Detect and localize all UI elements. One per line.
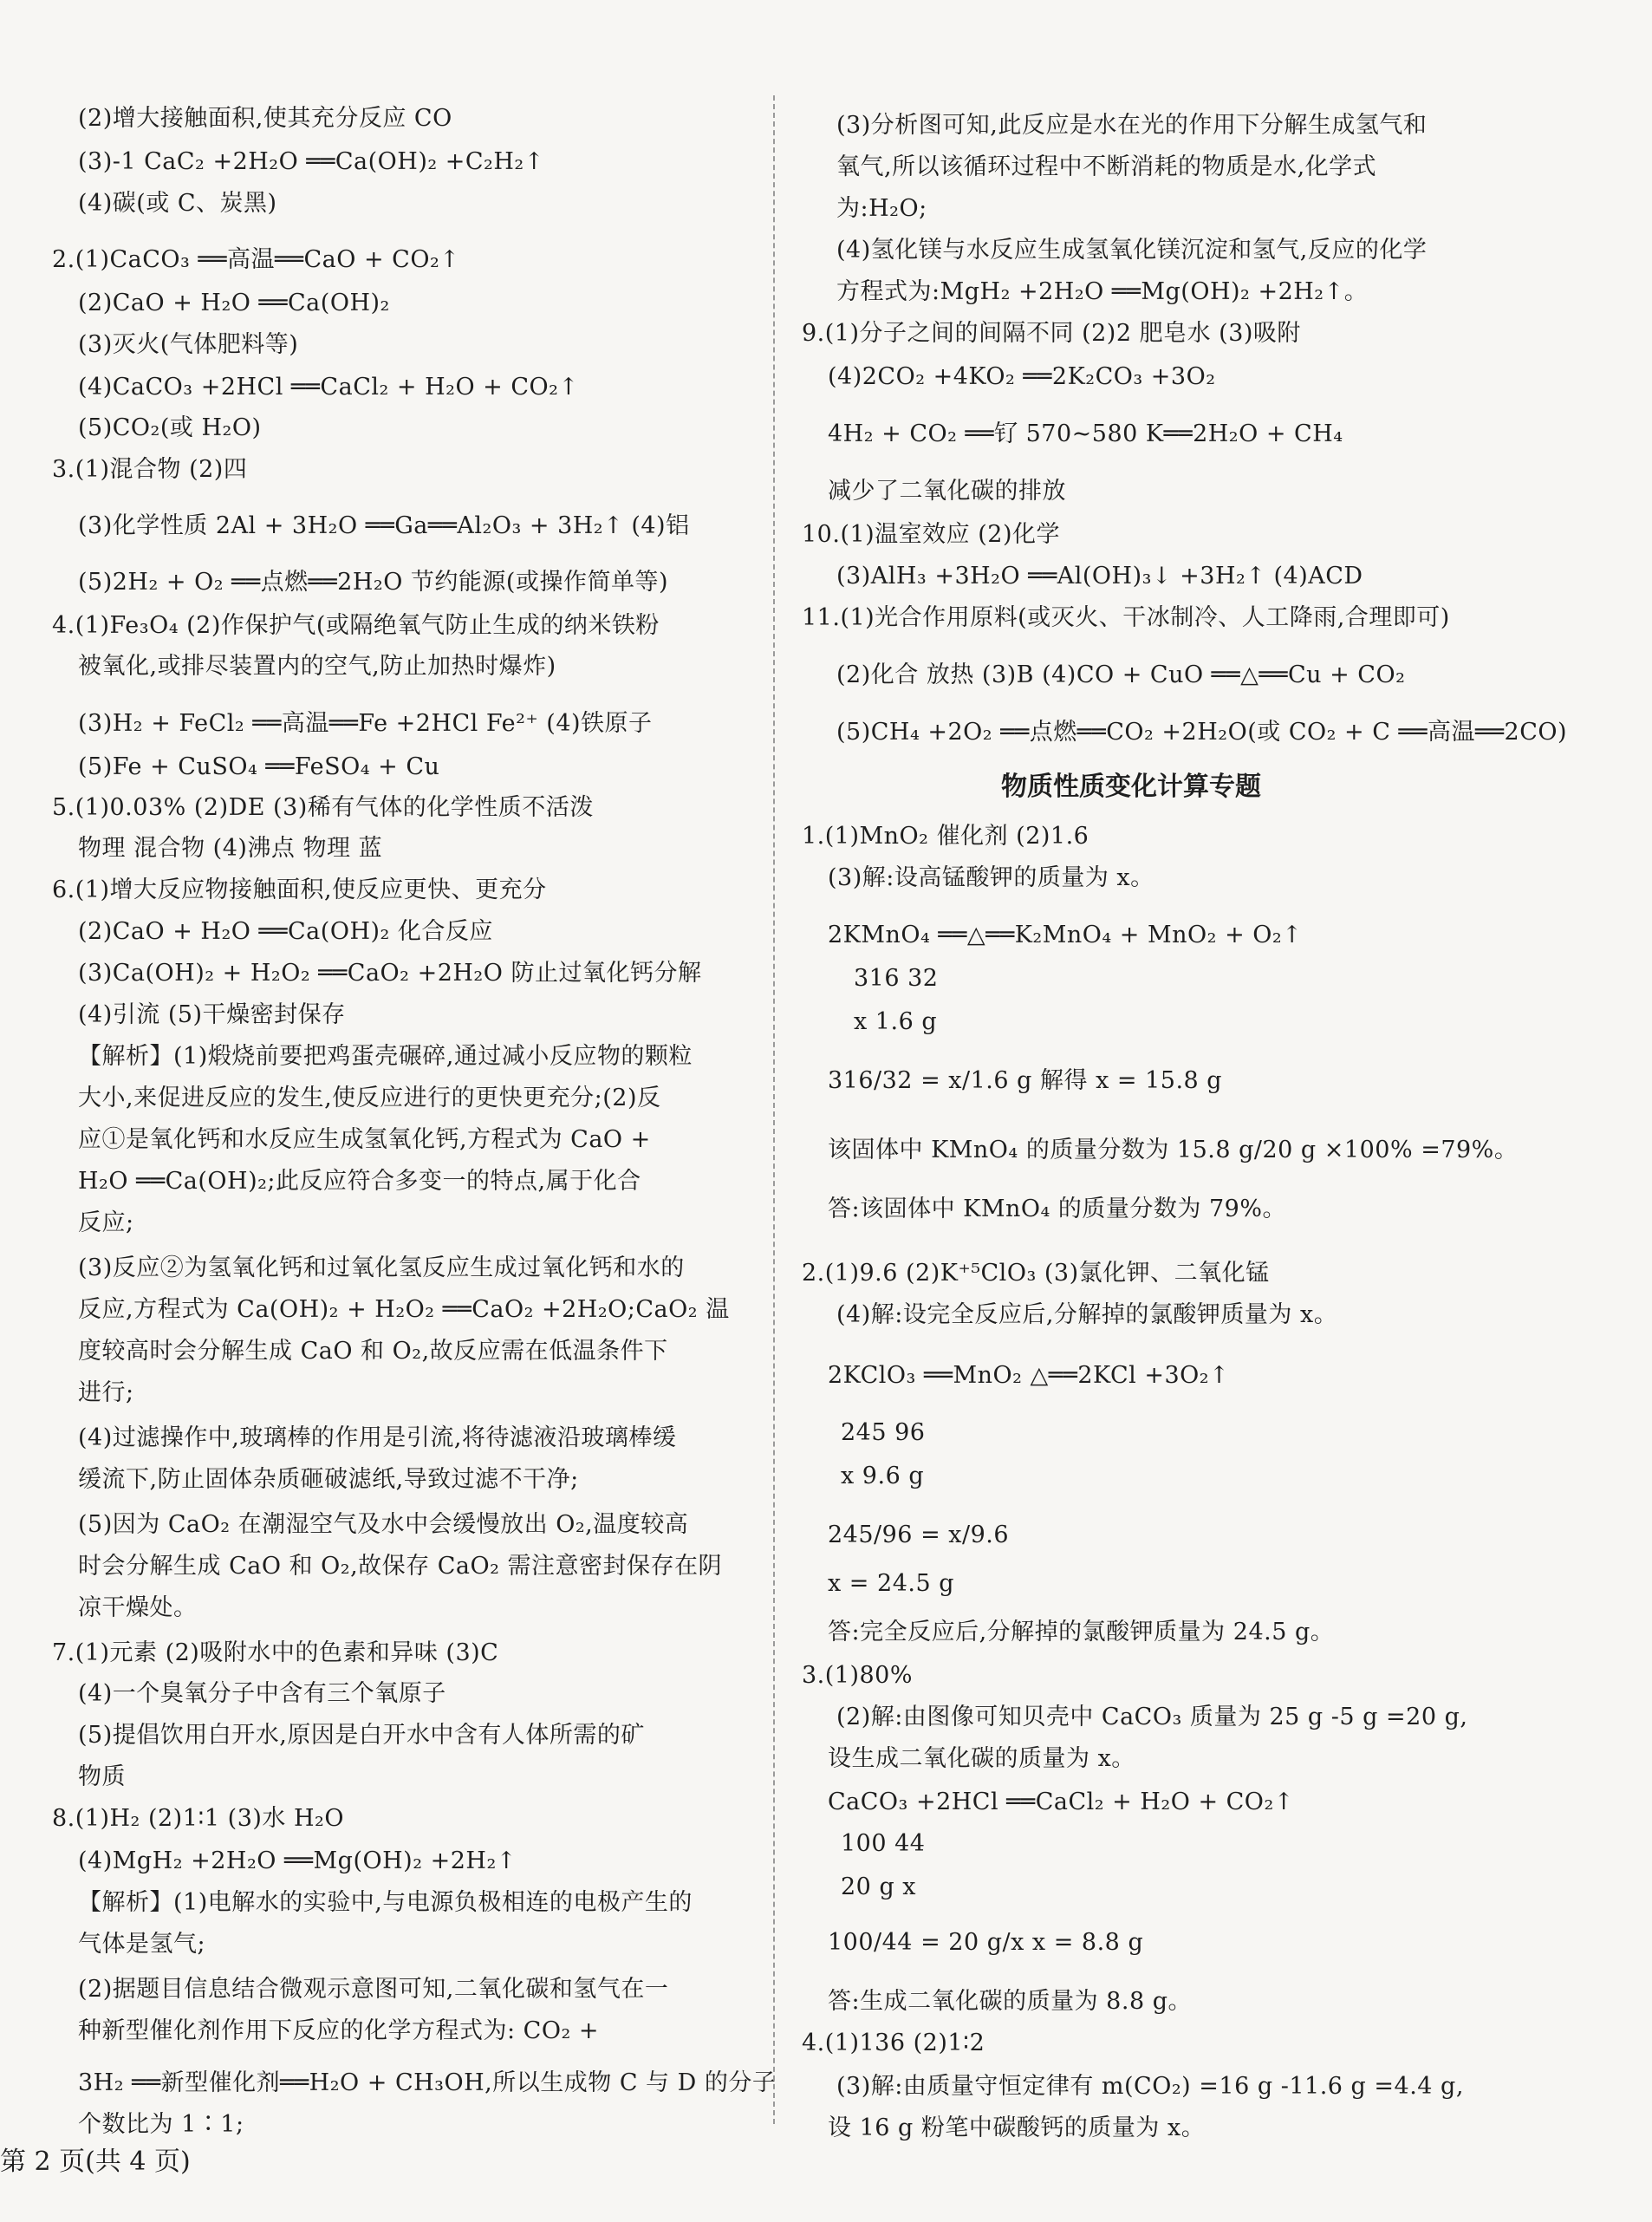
right-text-line: 答:完全反应后,分解掉的氯酸钾质量为 24.5 g。 <box>828 1619 1335 1645</box>
right-text-line: 20 g x <box>841 1873 917 1900</box>
right-text-line: 245/96 = x/9.6 <box>828 1522 1010 1548</box>
right-text-line: (3)解:由质量守恒定律有 m(CO₂) =16 g -11.6 g =4.4 g, <box>836 2073 1464 2100</box>
right-text-line: (3)解:设高锰酸钾的质量为 x。 <box>828 864 1154 891</box>
left-text-line: (4)引流 (5)干燥密封保存 <box>78 1001 346 1028</box>
right-text-line: 10.(1)温室效应 (2)化学 <box>802 521 1061 548</box>
right-text-line: 100/44 = 20 g/x x = 8.8 g <box>828 1929 1144 1956</box>
left-text-line: 3.(1)混合物 (2)四 <box>52 456 248 483</box>
left-text-line: 5.(1)0.03% (2)DE (3)稀有气体的化学性质不活泼 <box>52 794 594 821</box>
right-text-line: 3.(1)80% <box>802 1662 914 1689</box>
right-text-line: x = 24.5 g <box>828 1570 954 1597</box>
left-text-line: 被氧化,或排尽装置内的空气,防止加热时爆炸) <box>78 653 556 680</box>
left-text-line: (4)MgH₂ +2H₂O ══Mg(OH)₂ +2H₂↑ <box>78 1847 517 1874</box>
left-text-line: 【解析】(1)电解水的实验中,与电源负极相连的电极产生的 <box>78 1889 693 1916</box>
section-heading: 物质性质变化计算专题 <box>1001 772 1261 802</box>
left-text-line: (2)CaO + H₂O ══Ca(OH)₂ <box>78 290 390 316</box>
right-text-line: 2KClO₃ ══MnO₂ △══2KCl +3O₂↑ <box>828 1362 1230 1389</box>
left-text-line: (5)CO₂(或 H₂O) <box>78 414 262 441</box>
left-text-line: (2)增大接触面积,使其充分反应 CO <box>78 105 452 132</box>
left-text-line: 个数比为 1∶1; <box>78 2111 244 2138</box>
left-text-line: (3)反应②为氢氧化钙和过氧化氢反应生成过氧化钙和水的 <box>78 1254 685 1281</box>
left-text-line: 种新型催化剂作用下反应的化学方程式为: CO₂ + <box>78 2017 600 2044</box>
right-text-line: 316/32 = x/1.6 g 解得 x = 15.8 g <box>828 1067 1223 1094</box>
right-text-line: (3)分析图可知,此反应是水在光的作用下分解生成氢气和 <box>836 112 1428 139</box>
left-text-line: 2.(1)CaCO₃ ══高温══CaO + CO₂↑ <box>52 246 460 273</box>
left-text-line: 4.(1)Fe₃O₄ (2)作保护气(或隔绝氧气防止生成的纳米铁粉 <box>52 612 660 639</box>
right-text-line: x 1.6 g <box>854 1008 938 1035</box>
left-text-line: 7.(1)元素 (2)吸附水中的色素和异味 (3)C <box>52 1639 499 1666</box>
left-text-line: 度较高时会分解生成 CaO 和 O₂,故反应需在低温条件下 <box>78 1338 668 1365</box>
column-divider <box>773 95 775 2124</box>
left-text-line: 6.(1)增大反应物接触面积,使反应更快、更充分 <box>52 876 547 903</box>
left-text-line: 大小,来促进反应的发生,使反应进行的更快更充分;(2)反 <box>78 1085 661 1111</box>
right-text-line: (3)AlH₃ +3H₂O ══Al(OH)₃↓ +3H₂↑ (4)ACD <box>836 563 1363 590</box>
right-text-line: (2)化合 放热 (3)B (4)CO + CuO ══△══Cu + CO₂ <box>836 661 1406 688</box>
left-text-line: 凉干燥处。 <box>78 1594 198 1621</box>
left-text-line: H₂O ══Ca(OH)₂;此反应符合多变一的特点,属于化合 <box>78 1168 641 1195</box>
left-text-line: 【解析】(1)煅烧前要把鸡蛋壳碾碎,通过减小反应物的颗粒 <box>78 1043 693 1070</box>
right-text-line: 设生成二氧化碳的质量为 x。 <box>828 1745 1135 1772</box>
right-text-line: 答:生成二氧化碳的质量为 8.8 g。 <box>828 1988 1192 2015</box>
right-text-line: 316 32 <box>854 965 939 992</box>
left-text-line: (3)H₂ + FeCl₂ ══高温══Fe +2HCl Fe²⁺ (4)铁原子 <box>78 710 653 737</box>
right-text-line: 该固体中 KMnO₄ 的质量分数为 15.8 g/20 g ×100% =79%。 <box>828 1137 1519 1163</box>
left-text-line: 气体是氢气; <box>78 1931 206 1958</box>
right-text-line: 为:H₂O; <box>836 195 927 222</box>
left-text-line: (5)因为 CaO₂ 在潮湿空气及水中会缓慢放出 O₂,温度较高 <box>78 1511 689 1538</box>
left-text-line: 物理 混合物 (4)沸点 物理 蓝 <box>78 835 383 862</box>
left-text-line: 反应,方程式为 Ca(OH)₂ + H₂O₂ ══CaO₂ +2H₂O;CaO₂ 温 <box>78 1296 730 1323</box>
right-text-line: 245 96 <box>841 1419 926 1446</box>
left-text-line: (4)碳(或 C、炭黑) <box>78 190 277 217</box>
left-text-line: 物质 <box>78 1763 126 1790</box>
left-text-line: (3)Ca(OH)₂ + H₂O₂ ══CaO₂ +2H₂O 防止过氧化钙分解 <box>78 960 702 987</box>
left-text-line: (3)-1 CaC₂ +2H₂O ══Ca(OH)₂ +C₂H₂↑ <box>78 148 544 175</box>
right-text-line: (4)解:设完全反应后,分解掉的氯酸钾质量为 x。 <box>836 1301 1338 1328</box>
left-text-line: (2)CaO + H₂O ══Ca(OH)₂ 化合反应 <box>78 918 493 945</box>
right-text-line: 4H₂ + CO₂ ══钌 570~580 K══2H₂O + CH₄ <box>828 420 1343 447</box>
left-text-line: (3)灭火(气体肥料等) <box>78 331 299 358</box>
left-text-line: 应①是氧化钙和水反应生成氢氧化钙,方程式为 CaO + <box>78 1126 651 1153</box>
right-text-line: 1.(1)MnO₂ 催化剂 (2)1.6 <box>802 823 1089 850</box>
page-footer: 第 2 页(共 4 页) <box>0 2147 191 2177</box>
left-text-line: 反应; <box>78 1209 134 1236</box>
left-text-line: 8.(1)H₂ (2)1∶1 (3)水 H₂O <box>52 1805 345 1832</box>
left-text-line: (5)2H₂ + O₂ ══点燃══2H₂O 节约能源(或操作简单等) <box>78 569 668 596</box>
right-text-line: 11.(1)光合作用原料(或灭火、干冰制冷、人工降雨,合理即可) <box>802 604 1450 631</box>
right-text-line: (5)CH₄ +2O₂ ══点燃══CO₂ +2H₂O(或 CO₂ + C ══高温══2CO) <box>836 719 1568 746</box>
left-text-line: (4)一个臭氧分子中含有三个氧原子 <box>78 1680 446 1707</box>
right-text-line: (2)解:由图像可知贝壳中 CaCO₃ 质量为 25 g -5 g =20 g, <box>836 1704 1468 1730</box>
right-text-line: 4.(1)136 (2)1∶2 <box>802 2030 985 2056</box>
right-text-line: 2KMnO₄ ══△══K₂MnO₄ + MnO₂ + O₂↑ <box>828 922 1303 948</box>
right-text-line: (4)氢化镁与水反应生成氢氧化镁沉淀和氢气,反应的化学 <box>836 237 1428 264</box>
left-text-line: (3)化学性质 2Al + 3H₂O ══Ga══Al₂O₃ + 3H₂↑ (4)铝 <box>78 512 690 539</box>
right-text-line: 答:该固体中 KMnO₄ 的质量分数为 79%。 <box>828 1196 1287 1222</box>
right-text-line: 氧气,所以该循环过程中不断消耗的物质是水,化学式 <box>836 153 1377 180</box>
left-text-line: (4)CaCO₃ +2HCl ══CaCl₂ + H₂O + CO₂↑ <box>78 374 579 401</box>
left-text-line: (4)过滤操作中,玻璃棒的作用是引流,将待滤液沿玻璃棒缓 <box>78 1424 677 1451</box>
right-text-line: 设 16 g 粉笔中碳酸钙的质量为 x。 <box>828 2114 1206 2141</box>
right-text-line: x 9.6 g <box>841 1463 925 1489</box>
right-text-line: 方程式为:MgH₂ +2H₂O ══Mg(OH)₂ +2H₂↑。 <box>836 278 1369 305</box>
right-text-line: 2.(1)9.6 (2)K⁺⁵ClO₃ (3)氯化钾、二氧化锰 <box>802 1260 1270 1287</box>
left-text-line: 3H₂ ══新型催化剂══H₂O + CH₃OH,所以生成物 C 与 D 的分子 <box>78 2069 777 2096</box>
left-text-line: (5)Fe + CuSO₄ ══FeSO₄ + Cu <box>78 753 440 780</box>
left-text-line: (2)据题目信息结合微观示意图可知,二氧化碳和氢气在一 <box>78 1976 669 2003</box>
right-text-line: 9.(1)分子之间的间隔不同 (2)2 肥皂水 (3)吸附 <box>802 320 1301 347</box>
left-text-line: 缓流下,防止固体杂质砸破滤纸,导致过滤不干净; <box>78 1466 579 1493</box>
left-text-line: 进行; <box>78 1379 134 1406</box>
right-text-line: 减少了二氧化碳的排放 <box>828 478 1066 505</box>
right-text-line: CaCO₃ +2HCl ══CaCl₂ + H₂O + CO₂↑ <box>828 1789 1294 1815</box>
left-text-line: (5)提倡饮用白开水,原因是白开水中含有人体所需的矿 <box>78 1722 645 1749</box>
right-text-line: (4)2CO₂ +4KO₂ ══2K₂CO₃ +3O₂ <box>828 363 1216 390</box>
left-text-line: 时会分解生成 CaO 和 O₂,故保存 CaO₂ 需注意密封保存在阴 <box>78 1553 723 1580</box>
right-text-line: 100 44 <box>841 1830 926 1857</box>
